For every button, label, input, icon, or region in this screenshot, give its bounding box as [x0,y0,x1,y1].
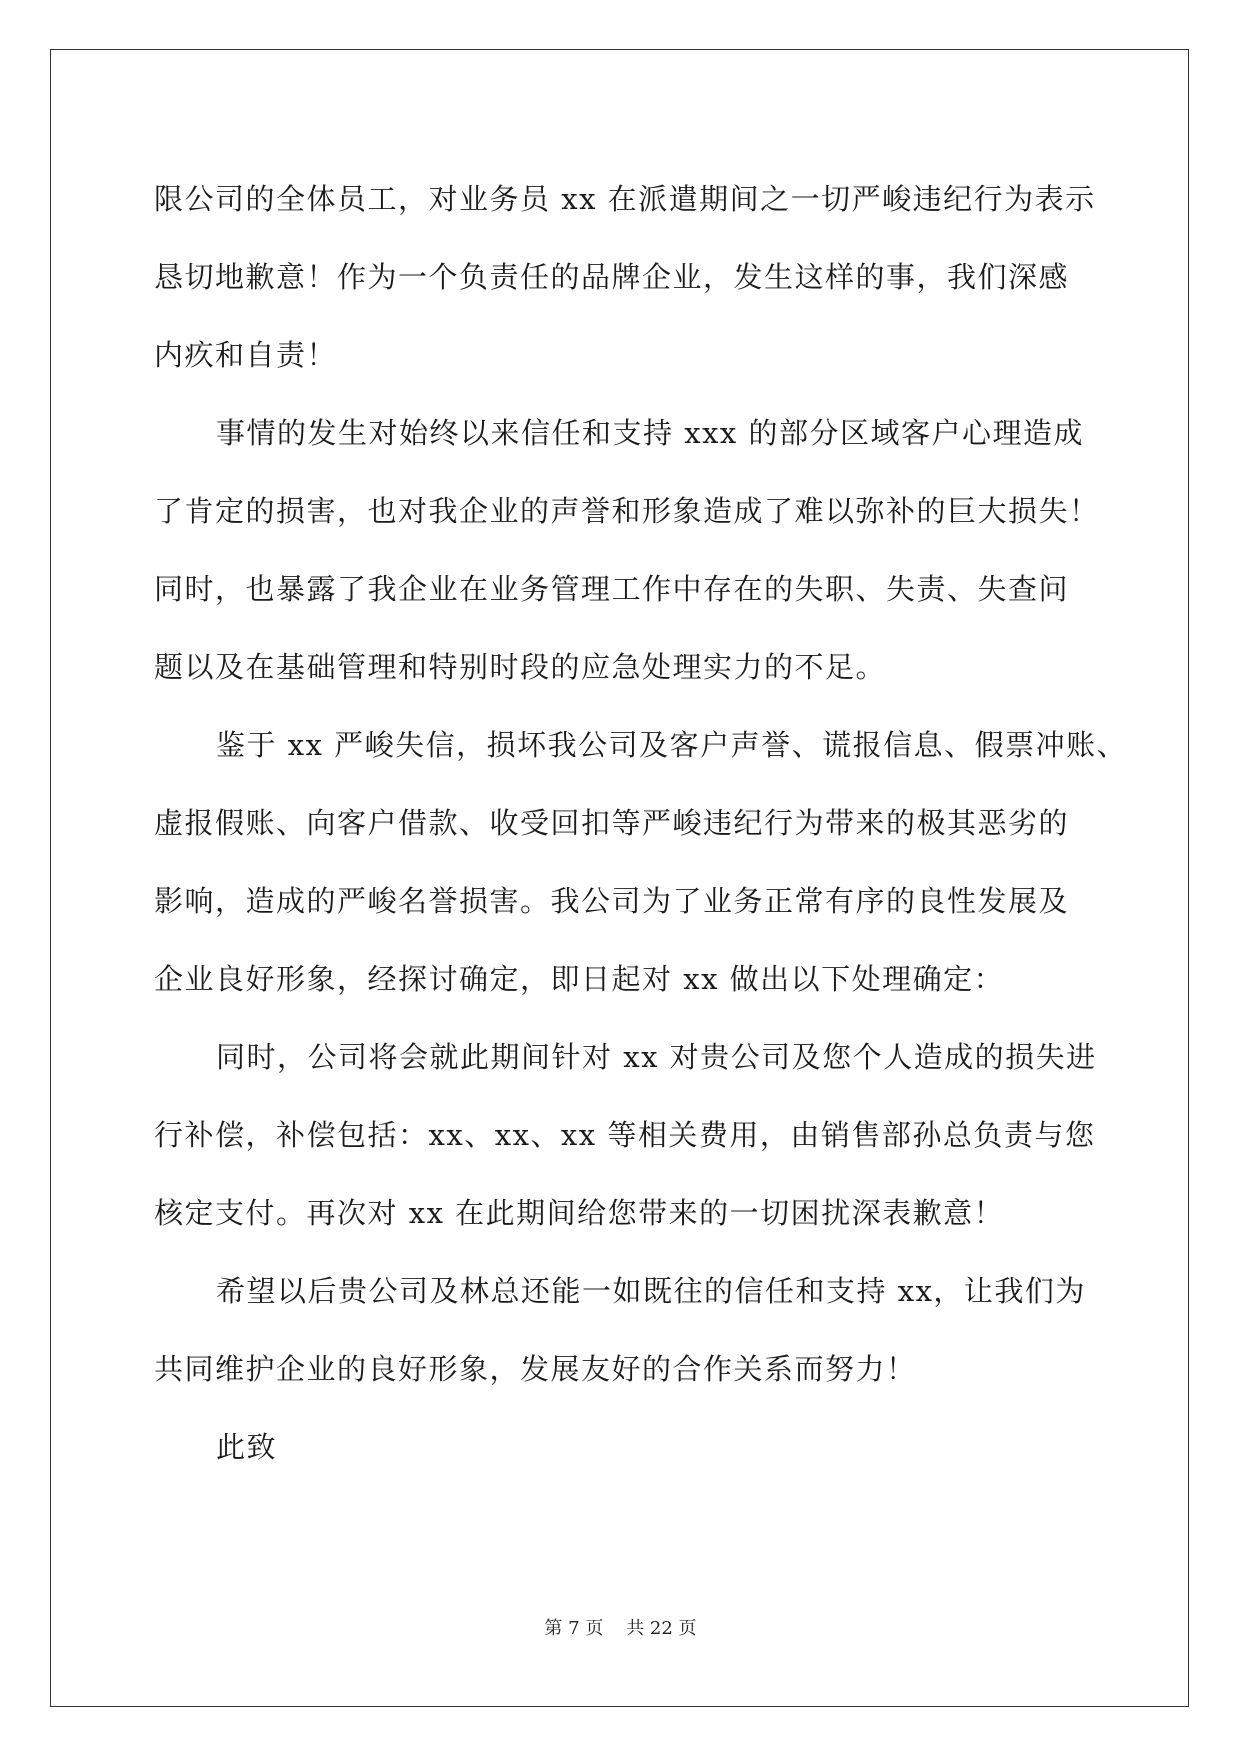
body-line: 行补偿，补偿包括：xx、xx、xx 等相关费用，由销售部孙总负责与您 [154,1118,1096,1152]
body-line: 虚报假账、向客户借款、收受回扣等严峻违纪行为带来的极其恶劣的 [154,806,1070,840]
paragraph-first-line: 鉴于 xx 严峻失信，损坏我公司及客户声誉、谎报信息、假票冲账、 [216,728,1128,762]
paragraph-first-line: 希望以后贵公司及林总还能一如既往的信任和支持 xx，让我们为 [216,1274,1086,1308]
body-line: 影响，造成的严峻名誉损害。我公司为了业务正常有序的良性发展及 [154,884,1070,918]
body-line: 限公司的全体员工，对业务员 xx 在派遣期间之一切严峻违纪行为表示 [154,182,1096,216]
body-line: 共同维护企业的良好形象，发展友好的合作关系而努力！ [154,1352,917,1386]
body-line: 核定支付。再次对 xx 在此期间给您带来的一切困扰深表歉意！ [154,1196,1005,1230]
body-line: 了肯定的损害，也对我企业的声誉和形象造成了难以弥补的巨大损失！ [154,494,1100,528]
body-line: 恳切地歉意！作为一个负责任的品牌企业，发生这样的事，我们深感 [154,260,1070,294]
body-line: 内疚和自责！ [154,338,338,372]
body-line: 题以及在基础管理和特别时段的应急处理实力的不足。 [154,650,887,684]
paragraph-first-line: 事情的发生对始终以来信任和支持 xxx 的部分区域客户心理造成 [216,416,1085,450]
body-line: 同时，也暴露了我企业在业务管理工作中存在的失职、失责、失查问 [154,572,1070,606]
document-body [154,160,1128,1486]
closing-salutation: 此致 [216,1430,278,1464]
paragraph-first-line: 同时，公司将会就此期间针对 xx 对贵公司及您个人造成的损失进 [216,1040,1097,1074]
body-line: 企业良好形象，经探讨确定，即日起对 xx 做出以下处理确定： [154,962,1005,996]
page-number-footer: 第 7 页 共 22 页 [544,1618,697,1639]
